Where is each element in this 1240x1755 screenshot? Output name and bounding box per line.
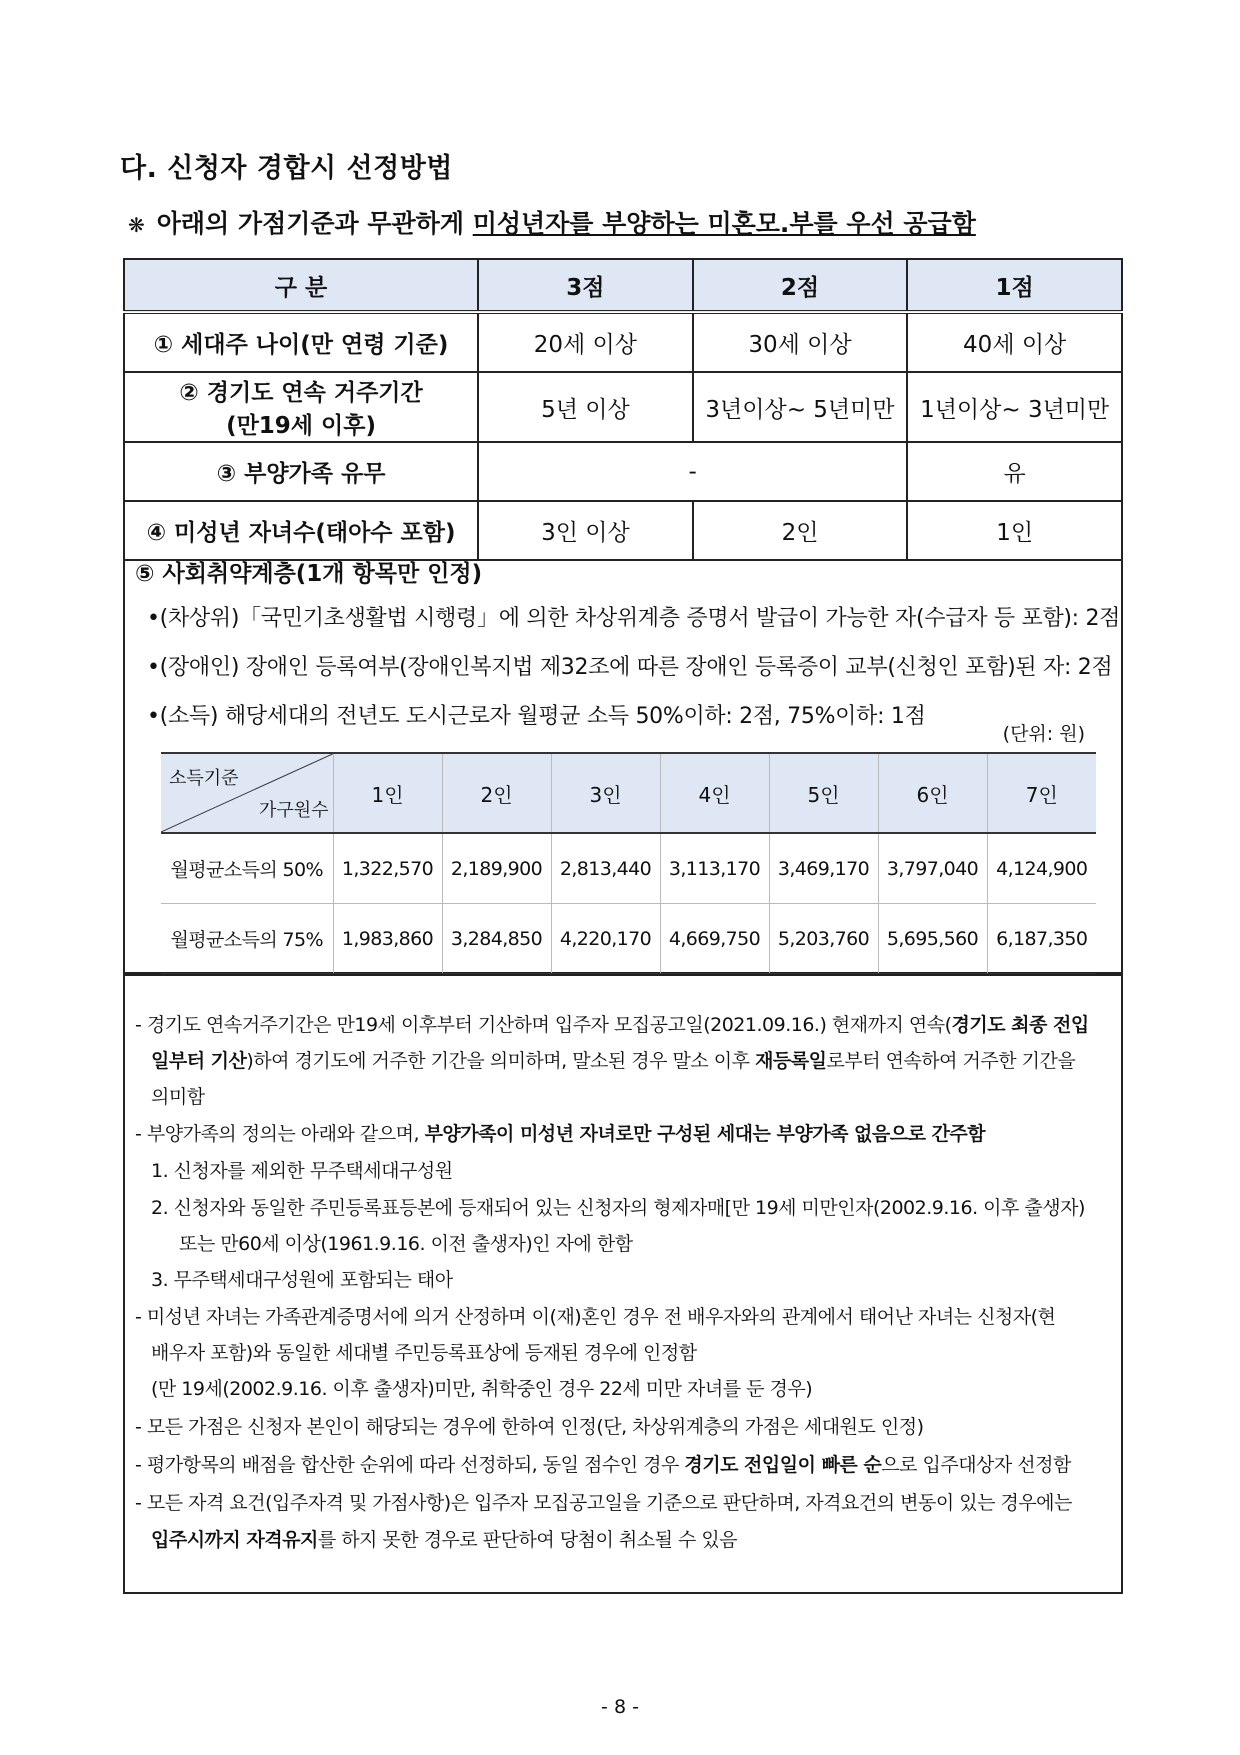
notice-text: 아래의 가점기준과 무관하게 [156,209,473,238]
income-cell: 3,469,170 [769,833,878,904]
notes-box [123,974,1123,1594]
note-line: 의미함 [151,1086,205,1108]
unit-label: (단위: 원) [1002,723,1085,745]
income-cell: 5,695,560 [878,904,987,975]
income-col-header: 1인 [333,753,442,833]
note-line [135,1010,1089,1037]
cell: - [478,442,907,501]
cell: 1인 [907,501,1122,560]
note-bold: 재등록일 [755,1050,827,1072]
note-text: 으로 입주대상자 선정함 [881,1454,1071,1476]
section5-title: ⑤ 사회취약계층(1개 항목만 인정) [135,561,483,587]
note-line: 또는 만60세 이상(1961.9.16. 이전 출생자)인 자에 한함 [179,1233,633,1255]
income-cell: 3,797,040 [878,833,987,904]
score-table-header [124,259,1122,312]
income-cell: 2,189,900 [442,833,551,904]
table-row [124,442,1122,501]
income-cell: 4,669,750 [660,904,769,975]
note-text: 를 하지 못한 경우로 판단하여 당첨이 취소될 수 있음 [317,1529,738,1551]
income-cell: 4,220,170 [551,904,660,975]
note-line: 배우자 포함)와 동일한 세대별 주민등록표상에 등재된 경우에 인정함 [151,1342,697,1364]
income-col-header: 7인 [987,753,1096,833]
income-cell: 6,187,350 [987,904,1096,975]
note-bold: 경기도 최종 전입 [951,1014,1089,1036]
cell: 5년 이상 [478,372,693,442]
note-text: 로부터 연속하여 거주한 기간을 [826,1050,1076,1072]
income-cell: 4,124,900 [987,833,1096,904]
cell: 3년이상~ 5년미만 [693,372,908,442]
table-row [124,312,1122,372]
income-cell: 3,113,170 [660,833,769,904]
row-label: ④ 미성년 자녀수(태아수 포함) [124,501,478,560]
note-line [135,1450,1071,1477]
income-col-header: 3인 [551,753,660,833]
priority-notice [128,204,976,240]
income-col-header: 2인 [442,753,551,833]
row-label-line2: (만19세 이후) [226,413,376,439]
note-line [151,1525,737,1552]
income-row-label: 월평균소득의 75% [161,904,333,975]
page-number: - 8 - [601,1696,639,1718]
note-line: - 모든 가점은 신청자 본인이 해당되는 경우에 한하여 인정(단, 차상위계층의 가점은 세대원도 인정) [135,1416,924,1438]
bullet-item: •(차상위)「국민기초생활법 시행령」에 의한 차상위계층 증명서 발급이 가능한 자(수급자 등 포함): 2점 [147,606,1121,631]
income-col-header: 6인 [878,753,987,833]
note-text: - 평가항목의 배점을 합산한 순위에 따라 선정하되, 동일 점수인 경우 [135,1454,685,1476]
header-3pt: 3점 [478,259,693,312]
income-cell: 1,983,860 [333,904,442,975]
bullet-item: •(소득) 해당세대의 전년도 도시근로자 월평균 소득 50%이하: 2점, 75%이하: 1점 [147,704,926,729]
cell: 20세 이상 [478,312,693,372]
table-row [124,372,1122,442]
income-corner-header [161,753,333,833]
cell: 40세 이상 [907,312,1122,372]
note-text: - 부양가족의 정의는 아래와 같으며, [135,1123,425,1145]
row-label-line1: ② 경기도 연속 거주기간 [179,380,423,406]
note-line [135,1119,985,1146]
income-cell: 3,284,850 [442,904,551,975]
section-heading: 다. 신청자 경합시 선정방법 [120,153,453,184]
note-line [151,1046,1075,1073]
notice-underlined-text: 미성년자를 부양하는 미혼모.부를 우선 공급함 [472,209,976,238]
table-row [161,833,1096,904]
header-category: 구 분 [124,259,478,312]
note-bold: 입주시까지 자격유지 [151,1529,318,1551]
income-cell: 1,322,570 [333,833,442,904]
note-line: - 모든 자격 요건(입주자격 및 가점사항)은 입주자 모집공고일을 기준으로 판단하며, 자격요건의 변동이 있는 경우에는 [135,1492,1072,1514]
cell: 유 [907,442,1122,501]
income-cell: 2,813,440 [551,833,660,904]
note-line: 2. 신청자와 동일한 주민등록표등본에 등재되어 있는 신청자의 형제자매[만 19세 미만인자(2002.9.16. 이후 출생자) [151,1197,1085,1219]
income-cell: 5,203,760 [769,904,878,975]
note-line: 3. 무주택세대구성원에 포함되는 태아 [151,1269,453,1291]
row-label: ① 세대주 나이(만 연령 기준) [124,312,478,372]
cell: 1년이상~ 3년미만 [907,372,1122,442]
note-text: )하여 경기도에 거주한 기간을 의미하며, 말소된 경우 말소 이후 [246,1050,756,1072]
income-col-header: 4인 [660,753,769,833]
header-2pt: 2점 [693,259,908,312]
note-line: - 미성년 자녀는 가족관계증명서에 의거 산정하며 이(재)혼인 경우 전 배우자와의 관계에서 태어난 자녀는 신청자(현 [135,1306,1056,1328]
cell: 3인 이상 [478,501,693,560]
asterisk-icon: ❋ [128,213,145,237]
header-1pt: 1점 [907,259,1122,312]
row-label [124,372,478,442]
cell: 30세 이상 [693,312,908,372]
social-vulnerable-section [123,549,1123,974]
corner-top-label: 소득기준 [169,768,239,789]
score-table [123,258,1123,561]
bullet-item: •(장애인) 장애인 등록여부(장애인복지법 제32조에 따른 장애인 등록증이 교부(신청인 포함)된 자: 2점 [147,655,1113,680]
row-label: ③ 부양가족 유무 [124,442,478,501]
income-col-header: 5인 [769,753,878,833]
note-bold: 경기도 전입일이 빠른 순 [684,1454,882,1476]
table-row [161,904,1096,975]
note-bold: 부양가족이 미성년 자녀로만 구성된 세대는 부양가족 없음으로 간주함 [424,1123,986,1145]
corner-bottom-label: 가구원수 [258,800,329,821]
note-bold: 일부터 기산 [151,1050,247,1072]
note-text: - 경기도 연속거주기간은 만19세 이후부터 기산하며 입주자 모집공고일(2021.09.16.) 현재까지 연속( [135,1014,952,1036]
note-line: 1. 신청자를 제외한 무주택세대구성원 [151,1160,453,1182]
income-row-label: 월평균소득의 50% [161,833,333,904]
income-table [161,752,1096,975]
cell: 2인 [693,501,908,560]
income-header-row [161,753,1096,833]
note-line: (만 19세(2002.9.16. 이후 출생자)미만, 취학중인 경우 22세 미만 자녀를 둔 경우) [151,1378,813,1400]
